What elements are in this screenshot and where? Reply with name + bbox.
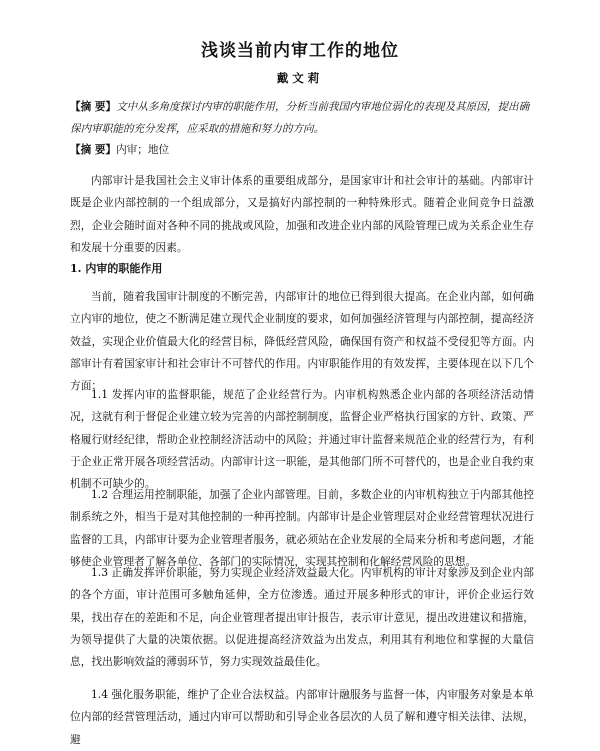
keywords-label: 【摘 要】 <box>70 144 117 156</box>
section-heading: 1. 内审的职能作用 <box>70 262 163 275</box>
body-paragraph: 1.3 正确发挥评价职能，努力实现企业经济效益最大化。内审机构的审计对象涉及到企业内部的各个方面，审计范围可多触角延伸，全方位渗透。通过开展多种形式的审计，评价企业运行效果，找出存在的差距和不足，向企业管理者提出审计报告，表示审计意见，提出改进建议和措施，为领导提供了大量的决策依据。以促进提高经济效益为出发点，利用其有利地位和掌握的大量信息，找出影响效益的薄弱环节，努力实现效益最佳化。 <box>70 566 534 669</box>
body-paragraph: 1.1 发挥内审的监督职能，规范了企业经营行为。内审机构熟悉企业内部的各项经济活动情况，这就有利于督促企业建立较为完善的内部控制制度，监督企业严格执行国家的方针、政策、严格履行财经纪律，帮助企业控制经济活动中的风险；并通过审计监督来规范企业的经营行为，有利于企业正常开展各项经营活动。内部审计这一职能，是其他部门所不可替代的，也是企业自我约束机制不可缺少的。 <box>70 388 534 491</box>
body-paragraph: 1.4 强化服务职能，维护了企业合法权益。内部审计融服务与监督一体，内审服务对象是本单位内部的经营管理活动，通过内审可以帮助和引导企业各层次的人员了解和遵守相关法律、法规，避 <box>70 688 534 746</box>
keywords-text: 内审；地位 <box>116 144 170 156</box>
body-paragraph: 内部审计是我国社会主义审计体系的重要组成部分，是国家审计和社会审计的基础。内部审计既是企业内部控制的一个组成部分，又是搞好内部控制的一种特殊形式。随着企业间竞争日益激烈，企业会随时面对各种不同的挑战或风险，加强和改进企业内部的风险管理已成为关系企业生存和发展十分重要的因素。 <box>70 174 534 254</box>
abstract-text: 文中从多角度探讨内审的职能作用，分析当前我国内审地位弱化的表现及其原因，提出确保内审职能的充分发挥，应采取的措施和努力的方向。 <box>70 101 530 135</box>
abstract-label: 【摘 要】 <box>70 101 117 113</box>
author-name: 戴文莉 <box>276 71 324 85</box>
abstract <box>70 96 535 140</box>
keywords <box>70 141 535 159</box>
body-paragraph: 1.2 合理运用控制职能，加强了企业内部管理。目前，多数企业的内审机构独立于内部其他控制系统之外，相当于是对其他控制的一种再控制。内部审计是企业管理层对企业经营管理状况进行监督的工具，内部审计要为企业管理者服务，就必须站在企业发展的全局来分析和考虑问题，才能够使企业管理者了解各单位、各部门的实际情况，实现其控制和化解经营风险的思想。 <box>70 488 534 568</box>
paper-title: 浅谈当前内审工作的地位 <box>201 41 399 61</box>
body-paragraph: 当前，随着我国审计制度的不断完善，内部审计的地位已得到很大提高。在企业内部，如何确立内审的地位，使之不断满足建立现代企业制度的要求，如何加强经济管理与内部控制，提高经济效益，实现企业价值最大化的经营目标，降低经营风险，确保国有资产和权益不受侵犯等方面。内部审计有着国家审计和社会审计不可替代的作用。内审职能作用的有效发挥，主要体现在以下几个方面： <box>70 290 534 393</box>
